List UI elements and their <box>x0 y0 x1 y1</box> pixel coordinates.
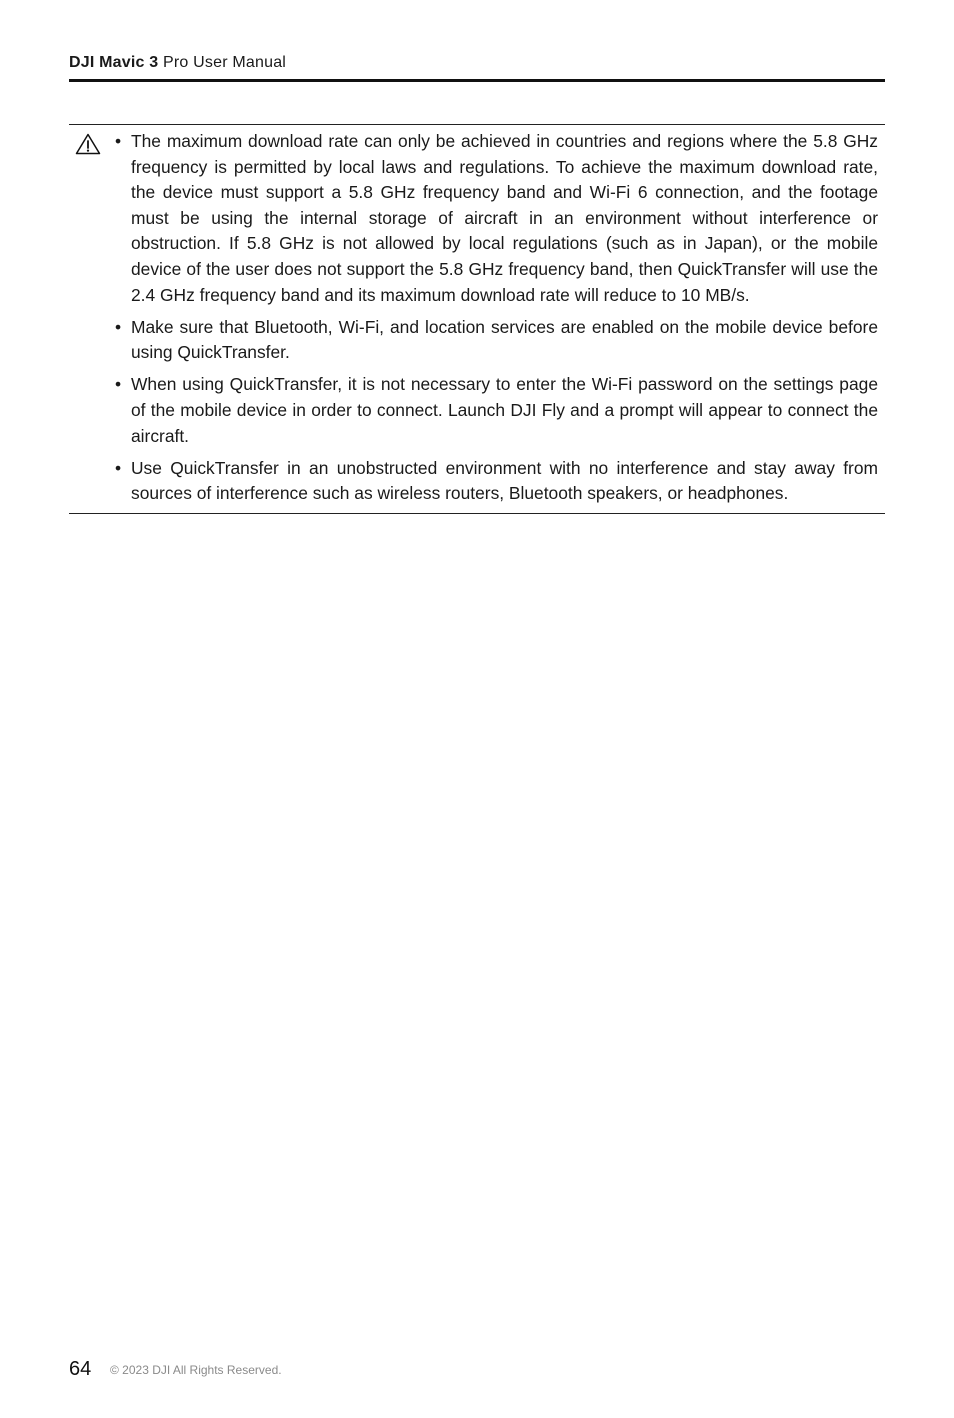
header-brand: DJI Mavic 3 <box>69 54 159 71</box>
bullet: • <box>115 374 122 395</box>
notice-item <box>115 315 878 366</box>
header-rule <box>69 79 885 82</box>
notice-list <box>69 129 885 507</box>
notice-item <box>115 372 878 449</box>
bullet: • <box>115 131 122 151</box>
running-header <box>69 54 286 72</box>
notice-item-text: The maximum download rate can only be achieved in countries and regions where the 5.8 GHz frequency is permitted by local laws and regulations. To achieve the maximum download rate, the device must support a 5.8 GHz frequency band and Wi-Fi 6 connection, and the footage must be using the internal storage of aircraft in an environment without interference or obstruction. If 5.8 GHz is not allowed by local regulations (such as in Japan), or the mobile device of the user does not support the 5.8 GHz frequency band, then QuickTransfer will use the 2.4 GHz frequency band and its maximum download rate will reduce to 10 MB/s. <box>131 131 878 305</box>
notice-item-text: When using QuickTransfer, it is not necessary to enter the Wi-Fi password on the settings page of the mobile device in order to connect. Launch DJI Fly and a prompt will appear to connect the aircraft. <box>131 374 878 446</box>
notice-item <box>115 129 878 308</box>
notice-item <box>115 456 878 507</box>
copyright-notice: © 2023 DJI All Rights Reserved. <box>110 1363 282 1377</box>
notice-item-text: Make sure that Bluetooth, Wi-Fi, and location services are enabled on the mobile device before using QuickTransfer. <box>131 316 878 363</box>
page-number: 64 <box>69 1358 92 1380</box>
header-subtitle: Pro User Manual <box>163 54 287 71</box>
warning-triangle-icon <box>75 133 101 155</box>
warning-notice <box>69 124 885 514</box>
bullet: • <box>115 457 122 478</box>
notice-item-text: Use QuickTransfer in an unobstructed environment with no interference and stay away from sources of interference such as wireless routers, Bluetooth speakers, or headphones. <box>131 457 878 504</box>
bullet: • <box>115 316 122 337</box>
